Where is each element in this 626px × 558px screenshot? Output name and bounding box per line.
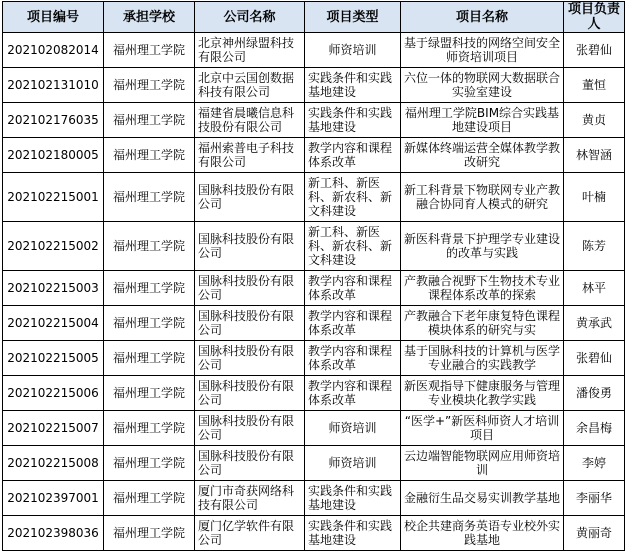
table-row <box>3 33 625 68</box>
cell-company: 厦门亿学软件有限公司 <box>195 516 305 551</box>
cell-lead: 潘俊勇 <box>564 376 625 411</box>
cell-lead: 林智涵 <box>564 138 625 173</box>
cell-name: 福州理工学院BIM综合实践基地建设项目 <box>401 103 564 138</box>
cell-school: 福州理工学院 <box>104 516 195 551</box>
cell-name: 校企共建商务英语专业校外实践基地 <box>401 516 564 551</box>
cell-type: 实践条件和实践基地建设 <box>305 481 401 516</box>
cell-type: 教学内容和课程体系改革 <box>305 271 401 306</box>
cell-lead: 陈芳 <box>564 222 625 271</box>
cell-name: “医学+”新医科师资人才培训项目 <box>401 411 564 446</box>
cell-id: 202102398036 <box>3 516 104 551</box>
cell-lead: 董恒 <box>564 68 625 103</box>
cell-lead: 叶楠 <box>564 173 625 222</box>
cell-company: 厦门市奇获网络科技有限公司 <box>195 481 305 516</box>
cell-id: 202102215005 <box>3 341 104 376</box>
cell-school: 福州理工学院 <box>104 376 195 411</box>
header-project-lead: 项目负责人 <box>564 2 625 33</box>
table-row <box>3 481 625 516</box>
cell-name: 金融衍生品交易实训教学基地 <box>401 481 564 516</box>
cell-company: 北京神州绿盟科技有限公司 <box>195 33 305 68</box>
cell-lead: 黄承武 <box>564 306 625 341</box>
cell-school: 福州理工学院 <box>104 173 195 222</box>
header-company: 公司名称 <box>195 2 305 33</box>
cell-company: 国脉科技股份有限公司 <box>195 173 305 222</box>
header-project-name: 项目名称 <box>401 2 564 33</box>
cell-company: 福州索普电子科技有限公司 <box>195 138 305 173</box>
cell-name: 新医科背景下护理学专业建设的改革与实践 <box>401 222 564 271</box>
cell-id: 202102215003 <box>3 271 104 306</box>
cell-name: 新工科背景下物联网专业产教融合协同育人模式的研究 <box>401 173 564 222</box>
cell-id: 202102397001 <box>3 481 104 516</box>
header-row <box>3 2 625 33</box>
cell-id: 202102215002 <box>3 222 104 271</box>
cell-id: 202102215008 <box>3 446 104 481</box>
cell-lead: 林平 <box>564 271 625 306</box>
cell-lead: 李丽华 <box>564 481 625 516</box>
cell-id: 202102215006 <box>3 376 104 411</box>
table-row <box>3 173 625 222</box>
cell-name: 云边端智能物联网应用师资培训 <box>401 446 564 481</box>
header-school: 承担学校 <box>104 2 195 33</box>
header-project-id: 项目编号 <box>3 2 104 33</box>
cell-name: 基于绿盟科技的网络空间安全师资培训项目 <box>401 33 564 68</box>
cell-school: 福州理工学院 <box>104 341 195 376</box>
cell-id: 202102215007 <box>3 411 104 446</box>
cell-type: 教学内容和课程体系改革 <box>305 138 401 173</box>
cell-lead: 张碧仙 <box>564 341 625 376</box>
cell-school: 福州理工学院 <box>104 103 195 138</box>
table-row <box>3 446 625 481</box>
cell-type: 教学内容和课程体系改革 <box>305 341 401 376</box>
cell-company: 国脉科技股份有限公司 <box>195 411 305 446</box>
cell-school: 福州理工学院 <box>104 33 195 68</box>
cell-lead: 黄贞 <box>564 103 625 138</box>
cell-lead: 李婷 <box>564 446 625 481</box>
cell-type: 师资培训 <box>305 411 401 446</box>
cell-school: 福州理工学院 <box>104 138 195 173</box>
cell-type: 教学内容和课程体系改革 <box>305 376 401 411</box>
cell-company: 国脉科技股份有限公司 <box>195 222 305 271</box>
cell-name: 六位一体的物联网大数据联合实验室建设 <box>401 68 564 103</box>
cell-type: 实践条件和实践基地建设 <box>305 68 401 103</box>
table-row <box>3 516 625 551</box>
cell-name: 基于国脉科技的计算机与医学专业融合的实践教学 <box>401 341 564 376</box>
table-row <box>3 271 625 306</box>
cell-company: 国脉科技股份有限公司 <box>195 341 305 376</box>
cell-type: 实践条件和实践基地建设 <box>305 516 401 551</box>
cell-lead: 张碧仙 <box>564 33 625 68</box>
cell-type: 师资培训 <box>305 33 401 68</box>
cell-company: 福建省晨曦信息科技股份有限公司 <box>195 103 305 138</box>
cell-type: 新工科、新医科、新农科、新文科建设 <box>305 173 401 222</box>
cell-company: 北京中云国创数据科技有限公司 <box>195 68 305 103</box>
table-row <box>3 68 625 103</box>
cell-school: 福州理工学院 <box>104 481 195 516</box>
header-project-type: 项目类型 <box>305 2 401 33</box>
cell-lead: 余昌梅 <box>564 411 625 446</box>
cell-id: 202102180005 <box>3 138 104 173</box>
table-row <box>3 376 625 411</box>
cell-id: 202102215001 <box>3 173 104 222</box>
cell-school: 福州理工学院 <box>104 306 195 341</box>
table-row <box>3 138 625 173</box>
cell-company: 国脉科技股份有限公司 <box>195 271 305 306</box>
table-row <box>3 306 625 341</box>
cell-lead: 黄丽奇 <box>564 516 625 551</box>
cell-school: 福州理工学院 <box>104 411 195 446</box>
project-table <box>2 1 625 551</box>
cell-company: 国脉科技股份有限公司 <box>195 446 305 481</box>
cell-school: 福州理工学院 <box>104 222 195 271</box>
cell-school: 福州理工学院 <box>104 446 195 481</box>
cell-id: 202102176035 <box>3 103 104 138</box>
table-row <box>3 222 625 271</box>
cell-name: 产教融合下老年康复特色课程模块体系的研究与实 <box>401 306 564 341</box>
table-row <box>3 103 625 138</box>
cell-id: 202102215004 <box>3 306 104 341</box>
table-row <box>3 411 625 446</box>
cell-id: 202102082014 <box>3 33 104 68</box>
cell-company: 国脉科技股份有限公司 <box>195 306 305 341</box>
table-row <box>3 341 625 376</box>
cell-company: 国脉科技股份有限公司 <box>195 376 305 411</box>
cell-school: 福州理工学院 <box>104 68 195 103</box>
cell-type: 新工科、新医科、新农科、新文科建设 <box>305 222 401 271</box>
cell-name: 新医观指导下健康服务与管理专业模块化教学实践 <box>401 376 564 411</box>
cell-type: 教学内容和课程体系改革 <box>305 306 401 341</box>
cell-id: 202102131010 <box>3 68 104 103</box>
cell-type: 实践条件和实践基地建设 <box>305 103 401 138</box>
cell-name: 产教融合视野下生物技术专业课程体系改革的探索 <box>401 271 564 306</box>
cell-name: 新媒体终端运营全媒体教学教改研究 <box>401 138 564 173</box>
cell-type: 师资培训 <box>305 446 401 481</box>
cell-school: 福州理工学院 <box>104 271 195 306</box>
